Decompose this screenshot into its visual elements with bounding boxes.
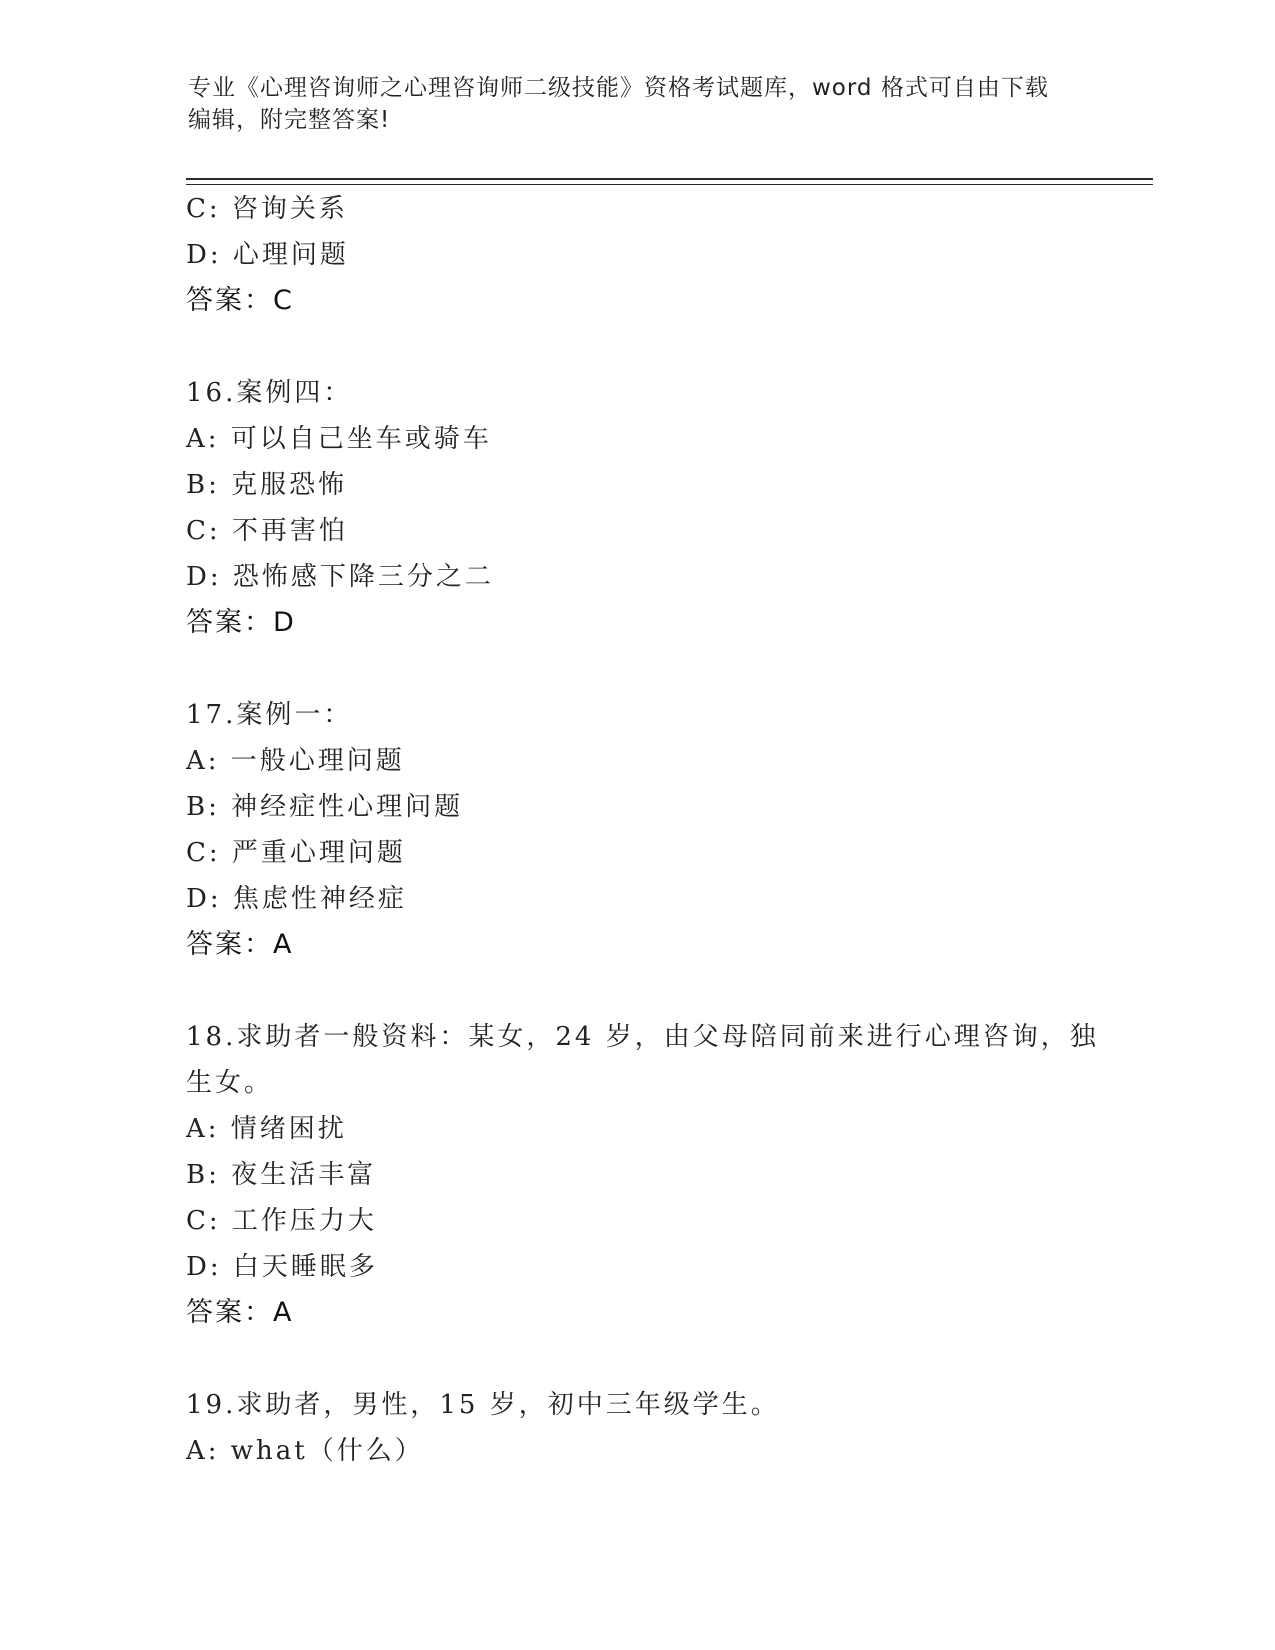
option-b: B: 神经症性心理问题 [186,792,464,822]
option-c: C: 严重心理问题 [186,838,406,868]
answer-line: 答案：A [186,1297,294,1328]
option-a: A: 可以自己坐车或骑车 [186,424,492,454]
option-d: D: 心理问题 [186,240,349,270]
option-d: D: 焦虑性神经症 [186,884,407,914]
question-stem: 17.案例一： [186,700,353,730]
option-c: C: 不再害怕 [186,516,348,546]
question-17 [186,692,1086,968]
answer-line: 答案：C [186,285,294,316]
document-header [188,72,1088,136]
question-16 [186,370,1086,646]
option-b: B: 克服恐怖 [186,470,348,500]
header-divider-thin [186,184,1153,185]
option-a: A: what（什么） [186,1436,424,1466]
question-stem: 16.案例四： [186,378,353,408]
option-a: A: 一般心理问题 [186,746,405,776]
spacer [186,646,1086,692]
header-line-2: 编辑，附完整答案! [188,107,391,133]
question-stem: 19.求助者，男性，15 岁，初中三年级学生。 [186,1390,780,1420]
spacer [186,1336,1086,1382]
question-stem-line-2: 生女。 [186,1068,274,1098]
question-19 [186,1382,1086,1474]
option-a: A: 情绪困扰 [186,1114,347,1144]
option-c: C: 工作压力大 [186,1206,377,1236]
question-stem-line-1: 18.求助者一般资料：某女，24 岁，由父母陪同前来进行心理咨询，独 [186,1022,1099,1052]
question-18 [186,1014,1099,1336]
option-b: B: 夜生活丰富 [186,1160,377,1190]
header-divider-thick [186,178,1153,180]
option-c: C: 咨询关系 [186,194,348,224]
answer-line: 答案：D [186,607,296,638]
option-d: D: 白天睡眠多 [186,1252,378,1282]
option-d: D: 恐怖感下降三分之二 [186,562,494,592]
spacer [186,968,1086,1014]
question-15-tail [186,186,1086,324]
question-list [186,186,1099,1474]
answer-line: 答案：A [186,929,294,960]
header-line-1: 专业《心理咨询师之心理咨询师二级技能》资格考试题库，word 格式可自由下载 [188,75,1049,101]
spacer [186,324,1086,370]
